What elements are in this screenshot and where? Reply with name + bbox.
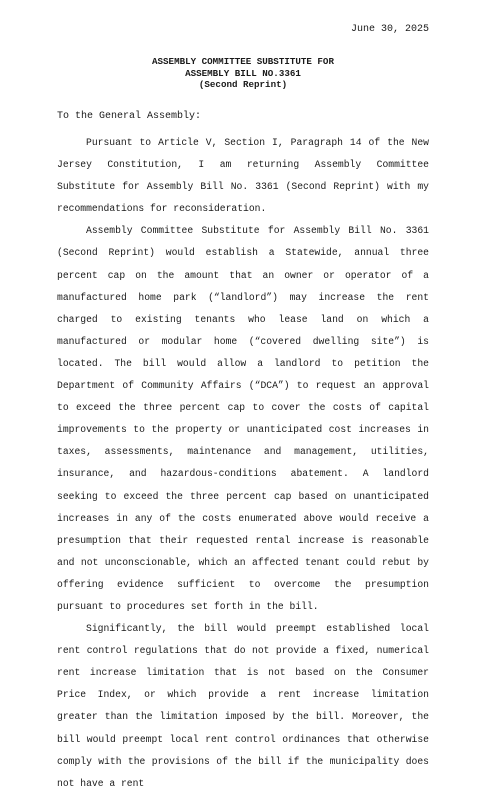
paragraph-2: Assembly Committee Substitute for Assembly Bill No. 3361 (Second Reprint) would establish a Statewide, annual three percent cap on the amount that an owner or operator of a manufactured home park (“landlord”) may increase the rent charged to existing tenants who lease land on which a manufactured or modular home (“covered dwelling site”) is located. The bill would allow a landlord to petition the Department of Community Affairs (“DCA”) to request an approval to exceed the three percent cap to cover the costs of capital improvements to the property or unanticipated cost increases in taxes, assessments, maintenance and management, utilities, insurance, and hazardous-conditions abatement. A landlord seeking to exceed the three percent cap based on unanticipated increases in any of the costs enumerated above would receive a presumption that their requested rental increase is reasonable and not unconscionable, which an affected tenant could rebut by offering evidence sufficient to overcome the presumption pursuant to procedures set forth in the bill. [57, 225, 429, 612]
paragraph-1: Pursuant to Article V, Section I, Paragraph 14 of the New Jersey Constitution, I am returning Assembly Committee Substitute for Assembly Bill No. 3361 (Second Reprint) with my recommendations for reconsideration. [57, 137, 429, 215]
bill-heading-line-2: ASSEMBLY BILL NO.3361 [185, 67, 301, 79]
paragraph-3: Significantly, the bill would preempt established local rent control regulations that do not provide a fixed, numerical rent increase limitation that is not based on the Consumer Price Index, or which provide a rent increase limitation greater than the limitation imposed by the bill. Moreover, the bill would preempt local rent control ordinances that otherwise comply with the provisions of the bill if the municipality does not have a rent [57, 623, 429, 789]
salutation: To the General Assembly: [57, 111, 202, 122]
bill-heading [0, 56, 486, 91]
letter-body [57, 110, 429, 795]
letter-date: June 30, 2025 [350, 24, 429, 35]
bill-heading-line-1: ASSEMBLY COMMITTEE SUBSTITUTE FOR [152, 56, 334, 67]
bill-heading-line-3: (Second Reprint) [198, 79, 288, 90]
